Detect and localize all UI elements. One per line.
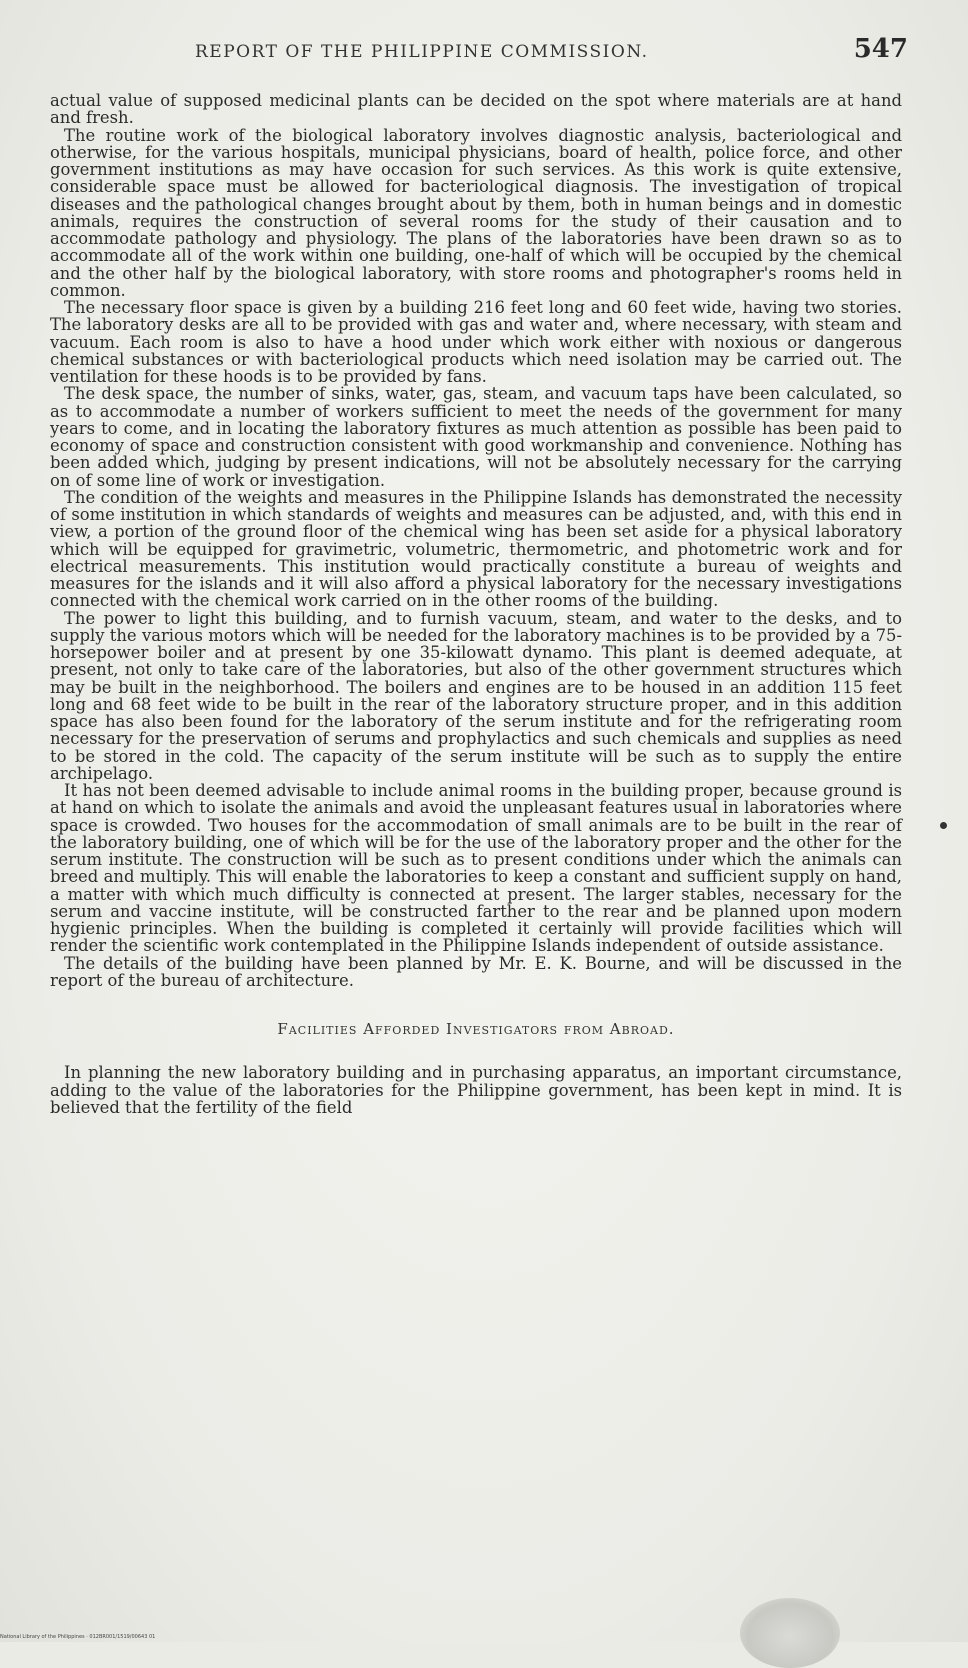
- paragraph-building-details: The details of the building have been planned by Mr. E. K. Bourne, and will be discussed in the report of the bureau of architecture.: [50, 953, 902, 990]
- paragraph-continued: actual value of supposed medicinal plants can be decided on the spot where materials are at hand and fresh.: [50, 91, 902, 128]
- paragraph-weights-measures: The condition of the weights and measures in the Philippine Islands has demonstrated the necessity of some institution in which standards of weights and measures can be adjusted, and, with this end in view, a portion of the ground floor of the chemical wing has been set aside for a physical laboratory which will be equipped for gravimetric, volumetric, thermometric, and photometric work and for electrical measurements. This institution would practically constitute a bureau of weights and measures for the islands and it will also afford a physical laboratory for the necessary investigations connected with the chemical work carried on in the other rooms of the building.: [50, 487, 902, 611]
- margin-dot: [940, 822, 947, 829]
- paragraph-biological-laboratory: The routine work of the biological laboratory involves diagnostic analysis, bacteriological and otherwise, for the various hospitals, municipal physicians, board of health, police force, and other government institutions as may have occasion for such services. As this work is quite extensive, considerable space must be allowed for bacteriological diagnosis. The investigation of tropical diseases and the pathological changes brought about by them, both in human beings and in domestic animals, requires the construction of several rooms for the study of their causation and to accommodate pathology and physiology. The plans of the laboratories have been drawn so as to accommodate all of the work within one building, one-half of which will be occupied by the chemical and the other half by the biological laboratory, with store rooms and photographer's rooms held in common.: [50, 125, 902, 300]
- paragraph-desk-space: The desk space, the number of sinks, water, gas, steam, and vacuum taps have been calculated, so as to accommodate a number of workers sufficient to meet the needs of the government for many years to come, and in locating the laboratory fixtures as much attention as possible has been paid to economy of space and construction consistent with good workmanship and convenience. Nothing has been added which, judging by present indications, will not be absolutely necessary for the carrying on of some line of work or investigation.: [50, 384, 902, 490]
- page-number: 547: [853, 34, 908, 64]
- section-heading: Facilities Afforded Investigators from Abroad.: [277, 1020, 675, 1038]
- paragraph-power: The power to light this building, and to furnish vacuum, steam, and water to the desks, and to supply the various motors which will be needed for the laboratory machines is to be provided by a 75-horsepower boiler and at present by one 35-kilowatt dynamo. This plant is deemed adequate, at present, not only to take care of the laboratories, but also of the other government structures which may be built in the neighborhood. The boilers and engines are to be housed in an addition 115 feet long and 68 feet wide to be built in the rear of the laboratory structure proper, and in this addition space has also been found for the laboratory of the serum institute and for the refrigerating room necessary for the preservation of serums and prophylactics and such chemicals and supplies as need to be stored in the cold. The capacity of the serum institute will be such as to supply the entire archipelago.: [50, 608, 902, 783]
- paragraph-facilities: In planning the new laboratory building and in purchasing apparatus, an important circumstance, adding to the value of the laboratories for the Philippine government, has been kept in mind. It is believed that the fertility of the field: [50, 1063, 902, 1117]
- paragraph-animal-rooms: It has not been deemed advisable to include animal rooms in the building proper, because ground is at hand on which to isolate the animals and avoid the unpleasant features usual in laboratories where space is crowded. Two houses for the accommodation of small animals are to be built in the rear of the laboratory building, one of which will be for the use of the laboratory proper and the other for the serum institute. The construction will be such as to present conditions under which the animals can breed and multiply. This will enable the laboratories to keep a constant and sufficient supply on hand, a matter with which much difficulty is connected at present. The larger stables, necessary for the serum and vaccine institute, will be constructed farther to the rear and be planned upon modern hygienic principles. When the building is completed it certainly will provide facilities which will render the scientific work contemplated in the Philippine Islands independent of outside assistance.: [50, 781, 902, 956]
- page-header: [50, 34, 908, 74]
- thumb-shadow: [740, 1598, 840, 1668]
- body-text: [50, 92, 902, 1116]
- running-head: REPORT OF THE PHILIPPINE COMMISSION.: [195, 42, 649, 62]
- paragraph-floor-space: The necessary floor space is given by a building 216 feet long and 60 feet wide, having two stories. The laboratory desks are all to be provided with gas and water and, where necessary, with steam and vacuum. Each room is also to have a hood under which work either with noxious or dangerous chemical substances or with bacteriological products which need isolation may be carried out. The ventilation for these hoods is to be provided by fans.: [50, 298, 902, 386]
- scan-credit: National Library of the Philippines · 012BR001/1519/00643 01: [0, 1634, 156, 1640]
